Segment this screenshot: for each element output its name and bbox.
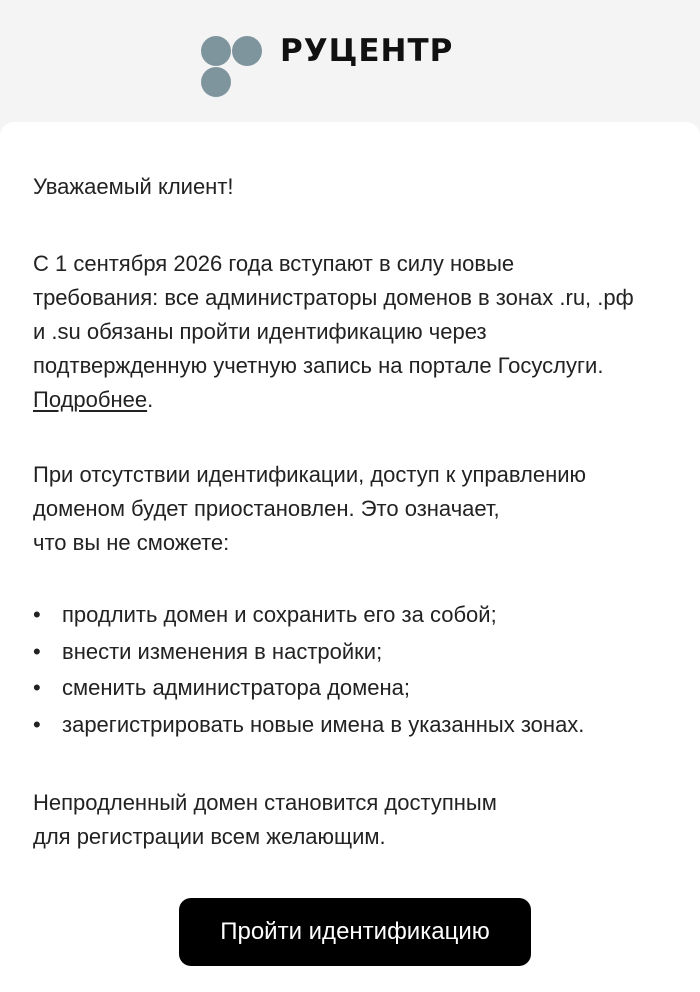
list-item-text: продлить домен и сохранить его за собой; (62, 602, 497, 627)
logo-dot (201, 36, 231, 66)
warning-paragraph (33, 786, 497, 854)
email-card (0, 122, 700, 992)
greeting-text: Уважаемый клиент! (33, 174, 234, 199)
paragraph-line: Непродленный домен становится доступным (33, 790, 497, 815)
start-identification-button[interactable]: Пройти идентификацию (179, 898, 531, 966)
list-item (33, 597, 584, 634)
list-item-text: сменить администратора домена; (62, 675, 411, 700)
link-suffix: . (147, 387, 154, 412)
paragraph-line: доменом будет приостановлен. Это означает, (33, 496, 500, 521)
bullet-icon: • (33, 675, 41, 700)
brand-logo[interactable] (201, 33, 454, 98)
brand-name: РУЦЕНТР (280, 33, 454, 69)
list-item (33, 634, 584, 671)
list-item (33, 707, 584, 744)
more-info-link[interactable]: Подробнее (33, 387, 148, 412)
consequences-paragraph (33, 458, 586, 560)
paragraph-line: для регистрации всем желающим. (33, 824, 386, 849)
bullet-icon: • (33, 602, 41, 627)
paragraph-line: что вы не сможете: (33, 530, 230, 555)
restrictions-list (33, 597, 584, 743)
paragraph-line: требования: все администраторы доменов в зонах .ru, .рф (33, 285, 634, 310)
paragraph-line: подтвержденную учетную запись на портале Госуслуги. (33, 353, 604, 378)
list-item-text: внести изменения в настройки; (62, 638, 383, 664)
more-link-line (33, 383, 693, 417)
bullet-icon: • (33, 711, 41, 737)
bullet-icon: • (33, 638, 41, 664)
requirements-paragraph (33, 247, 693, 417)
paragraph-line: При отсутствии идентификации, доступ к управлению (33, 462, 587, 487)
logo-dot (232, 36, 262, 66)
logo-dot (201, 67, 231, 97)
list-item (33, 670, 584, 707)
paragraph-line: и .su обязаны пройти идентификацию через (33, 319, 487, 344)
email-header (0, 0, 700, 124)
logo-dots-icon (201, 36, 265, 98)
list-item-text: зарегистрировать новые имена в указанных зонах. (62, 711, 585, 737)
paragraph-line: С 1 сентября 2026 года вступают в силу новые (33, 251, 515, 276)
